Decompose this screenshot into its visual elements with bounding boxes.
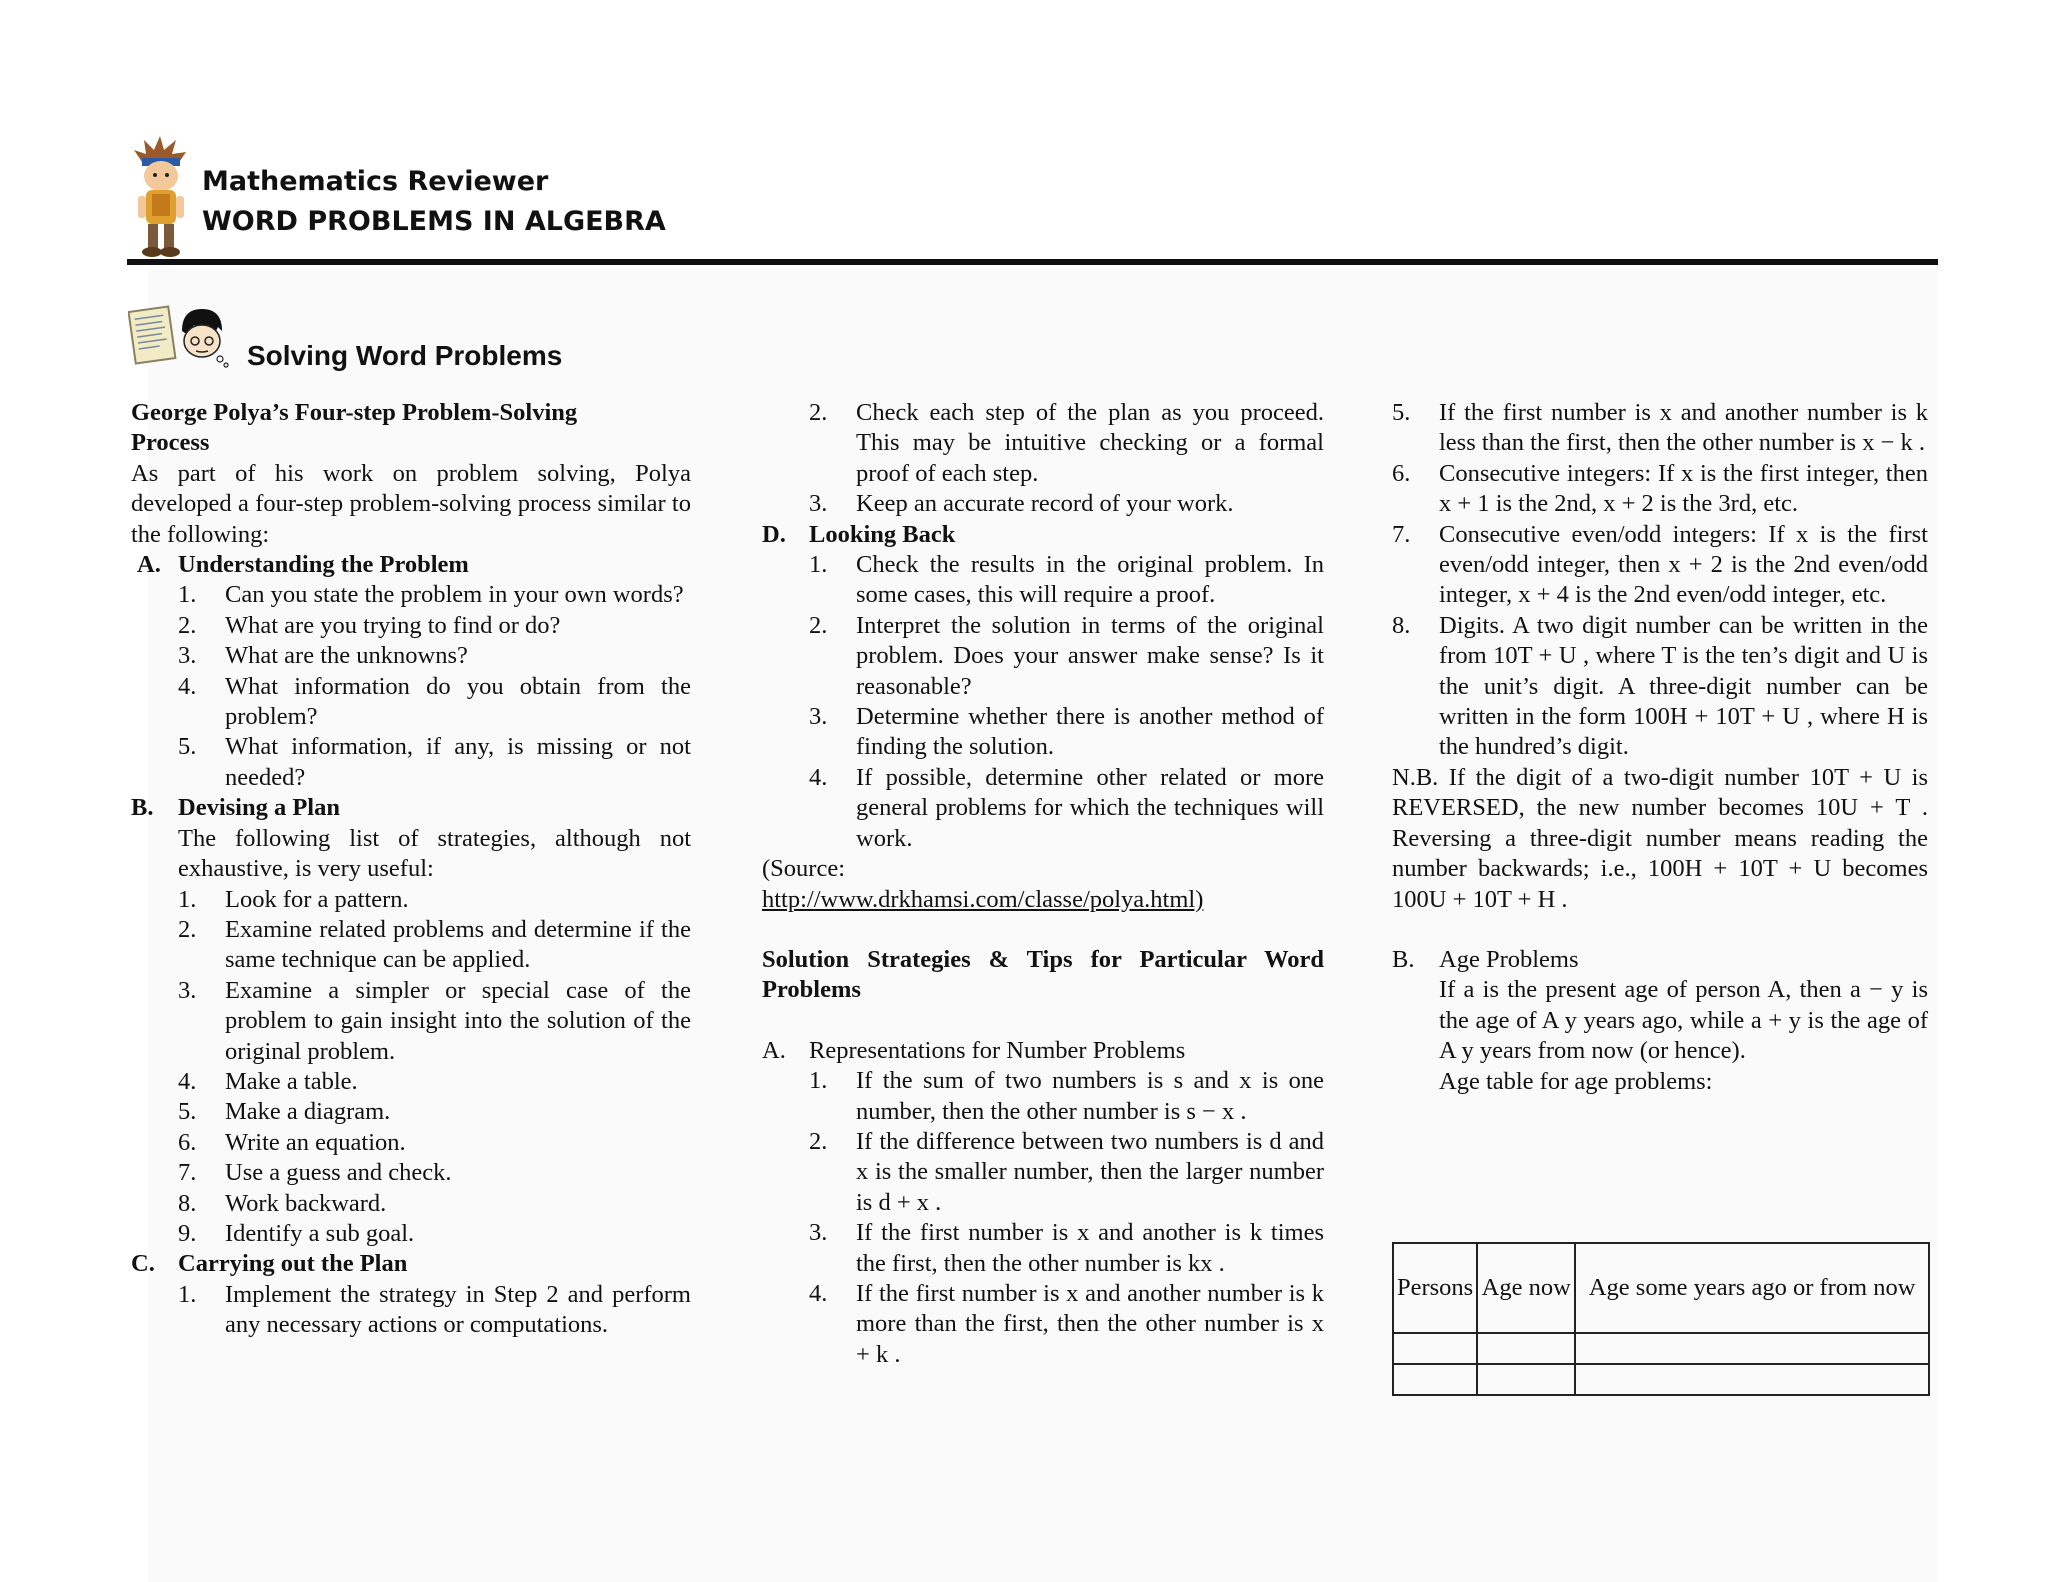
age-problems-heading: B. Age Problems <box>1392 945 1579 973</box>
list-item: 6. Write an equation. <box>178 1128 406 1156</box>
list-item: 9. Identify a sub goal. <box>178 1219 415 1247</box>
list-item: 7. Consecutive even/odd integers: If x is the first even/odd integer, then x + 2 is the 2nd even/odd integer, x + 4 is the 2nd even/odd integer, etc. <box>1392 520 1928 609</box>
header-title: Mathematics Reviewer <box>202 166 549 197</box>
strategies-intro: The following list of strategies, although not exhaustive, is very useful: <box>178 824 691 883</box>
step-d-heading: D. Looking Back <box>762 520 956 548</box>
list-item: 5. Make a diagram. <box>178 1098 391 1126</box>
list-item: 2. Check each step of the plan as you proceed. This may be intuitive checking or a formal proof of each step. <box>809 399 1324 487</box>
list-item: 1. Implement the strategy in Step 2 and perform any necessary actions or computations. <box>178 1280 691 1339</box>
list-item: 2. Examine related problems and determine if the same technique can be applied. <box>178 915 691 974</box>
step-c-heading: C. Carrying out the Plan <box>131 1250 408 1278</box>
list-item: 3. Determine whether there is another method of finding the solution. <box>809 703 1324 761</box>
notepad-icon <box>129 306 176 363</box>
age-table-caption: Age table for age problems: <box>1439 1067 1713 1095</box>
header-subtitle: WORD PROBLEMS IN ALGEBRA <box>202 206 666 237</box>
list-item: 3. Examine a simpler or special case of the problem to gain insight into the solution of the original problem. <box>178 976 691 1065</box>
source-line <box>762 885 1324 915</box>
list-item: 3. What are the unknowns? <box>178 642 468 670</box>
list-item: 7. Use a guess and check. <box>178 1159 452 1187</box>
table-cell <box>1477 1333 1575 1364</box>
list-item: 2. If the difference between two numbers is d and x is the smaller number, then the larger number is d + x . <box>809 1127 1324 1216</box>
mascot-icon <box>130 132 192 260</box>
age-table <box>1392 1242 1930 1396</box>
list-item: 2. Interpret the solution in terms of the original problem. Does your answer make sense? Is it reasonable? <box>809 611 1324 700</box>
source-link[interactable]: http://www.drkhamsi.com/classe/polya.html) <box>762 885 1204 913</box>
source-label: (Source: <box>762 855 845 883</box>
table-header: Persons <box>1393 1243 1477 1333</box>
list-item: 1. Can you state the problem in your own words? <box>178 581 684 609</box>
list-item: 1. Check the results in the original problem. In some cases, this will require a proof. <box>809 551 1324 609</box>
strategies-heading: Solution Strategies & Tips for Particular Word Problems <box>762 945 1324 1004</box>
table-header: Age now <box>1477 1243 1575 1333</box>
table-row <box>1393 1333 1929 1364</box>
table-cell <box>1575 1364 1929 1395</box>
column-3 <box>1392 398 1928 1097</box>
table-row <box>1393 1364 1929 1395</box>
nb-note: N.B. If the digit of a two-digit number 10T + U is REVERSED, the new number becomes 10U + T . Reversing a three-digit number means reading the number backwards; i.e., 100H + 10T + U becomes 100U + 10T + H . <box>1392 763 1928 913</box>
list-item: 5. What information, if any, is missing or not needed? <box>178 733 691 791</box>
polya-intro: As part of his work on problem solving, Polya developed a four-step problem-solving process similar to the following: <box>131 459 691 548</box>
header-divider <box>127 259 1938 265</box>
list-item: 4. If possible, determine other related or more general problems for which the techniques will work. <box>809 763 1324 852</box>
table-cell <box>1477 1364 1575 1395</box>
list-item: 4. If the first number is x and another number is k more than the first, then the other number is x + k . <box>809 1279 1324 1368</box>
step-b-heading: B. Devising a Plan <box>131 794 340 822</box>
section-title: Solving Word Problems <box>247 340 563 371</box>
section-icons <box>128 305 248 373</box>
list-item: 4. Make a table. <box>178 1067 358 1095</box>
list-item: 4. What information do you obtain from the problem? <box>178 672 691 731</box>
list-item: 3. If the first number is x and another is k times the first, then the other number is kx . <box>809 1219 1324 1277</box>
age-problems-text: If a is the present age of person A, then a − y is the age of A y years ago, while a + y is the age of A y years from now (or hence). <box>1439 976 1928 1065</box>
list-item: 5. If the first number is x and another number is k less than the first, then the other number is x − k . <box>1392 399 1928 457</box>
thinking-boy-icon <box>182 309 228 367</box>
table-cell <box>1393 1364 1477 1395</box>
column-2 <box>762 398 1324 1370</box>
list-item: 6. Consecutive integers: If x is the first integer, then x + 1 is the 2nd, x + 2 is the 3rd, etc. <box>1392 459 1928 518</box>
representations-heading: A. Representations for Number Problems <box>762 1036 1186 1064</box>
list-item: 8. Digits. A two digit number can be written in the from 10T + U , where T is the ten’s digit and U is the unit’s digit. A three-digit number can be written in the form 100H + 10T + U , where H is the hundred’s digit. <box>1392 611 1928 761</box>
list-item: 3. Keep an accurate record of your work. <box>809 490 1234 518</box>
step-a-heading: A. Understanding the Problem <box>137 551 469 579</box>
table-cell <box>1393 1333 1477 1364</box>
list-item: 8. Work backward. <box>178 1189 387 1217</box>
table-header: Age some years ago or from now <box>1575 1243 1929 1333</box>
list-item: 2. What are you trying to find or do? <box>178 611 561 639</box>
polya-heading: George Polya’s Four-step Problem-Solving Process <box>131 399 578 457</box>
table-cell <box>1575 1333 1929 1364</box>
column-1 <box>131 398 691 1341</box>
list-item: 1. If the sum of two numbers is s and x is one number, then the other number is s − x . <box>809 1067 1324 1125</box>
list-item: 1. Look for a pattern. <box>178 885 409 913</box>
